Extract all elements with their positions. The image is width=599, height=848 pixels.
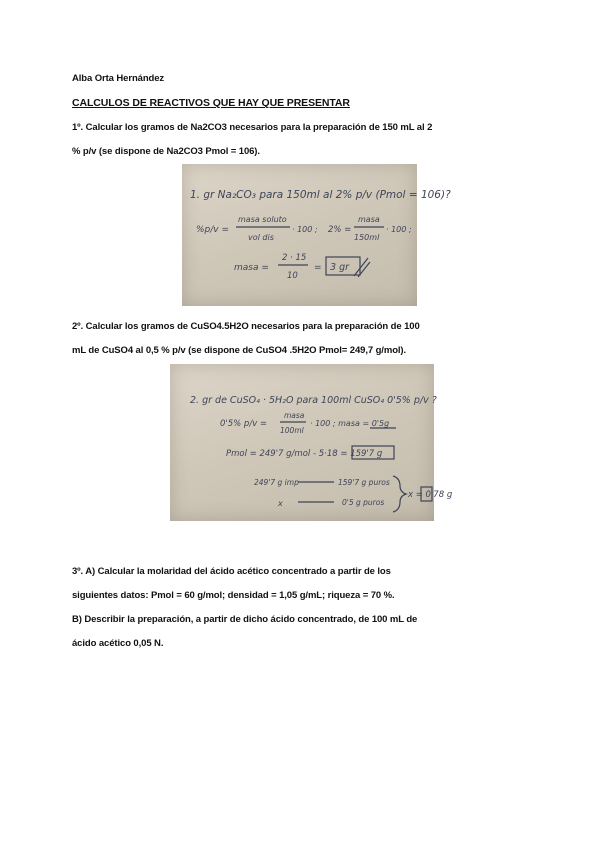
question-1-text: 1º. Calcular los gramos de Na2CO3 necesarios para la preparación de 150 mL al 2 [72, 122, 433, 133]
question-2-photo [170, 364, 453, 521]
hw-q2-x: x [278, 499, 283, 508]
hw-q1-percent-label: %p/v = [196, 225, 230, 235]
hw-q1-denominator2: 150ml [354, 233, 380, 242]
hw-q2-percent-label: 0'5% p/v = [220, 419, 268, 429]
author-name: Alba Orta Hernández [72, 73, 165, 84]
page-title: CALCULOS DE REACTIVOS QUE HAY QUE PRESENTAR [72, 97, 350, 109]
hw-q1-line1: 1. gr Na₂CO₃ para 150ml al 2% p/v (Pmol = 106)? [190, 189, 451, 201]
question-2-text: 2º. Calcular los gramos de CuSO4.5H2O necesarios para la preparación de 100 [72, 321, 420, 332]
question-1-photo [182, 164, 451, 306]
hw-q1-denominator3: 10 [287, 271, 298, 281]
question-3b-text: B) Describir la preparación, a partir de dicho ácido concentrado, de 100 mL de [72, 614, 418, 625]
hw-q1-denominator: vol dis [248, 233, 274, 242]
hw-q1-answer-scribble [354, 258, 370, 277]
hw-q2-denominator: 100ml [280, 426, 304, 435]
handwritten-solution-2 [170, 364, 453, 521]
hw-q2-line1: 2. gr de CuSO₄ · 5H₂O para 100ml CuSO₄ 0'5% p/v ? [190, 395, 437, 406]
handwritten-solution-1 [182, 164, 451, 306]
hw-q1-times100: · 100 ; [292, 225, 318, 234]
hw-q1-equals: = [314, 263, 322, 273]
question-3-text: 3º. A) Calcular la molaridad del ácido acético concentrado a partir de los [72, 566, 391, 577]
hw-q1-times100b: · 100 ; [386, 225, 412, 234]
hw-q1-numerator2: masa [358, 215, 380, 224]
hw-q1-answer: 3 gr [330, 262, 349, 273]
hw-q2-rest: · 100 ; masa = 0'5g [310, 419, 390, 428]
hw-q1-numerator3: 2 · 15 [282, 253, 307, 263]
hw-q2-numerator: masa [284, 411, 305, 420]
hw-q2-pmol: Pmol = 249'7 g/mol - 5·18 = 159'7 g [226, 449, 383, 459]
hw-q2-impure: 249'7 g imp [254, 478, 299, 487]
question-3-text-cont: siguientes datos: Pmol = 60 g/mol; densidad = 1,05 g/mL; riqueza = 70 %. [72, 590, 395, 601]
question-3b-text-cont: ácido acético 0,05 N. [72, 638, 164, 649]
hw-q2-brace [393, 476, 406, 512]
hw-q2-pure2: 0'5 g puros [342, 498, 385, 507]
hw-q1-masa-label: masa = [234, 263, 269, 273]
hw-q1-2percent: 2% = [328, 225, 352, 235]
question-2-text-cont: mL de CuSO4 al 0,5 % p/v (se dispone de CuSO4 .5H2O Pmol= 249,7 g/mol). [72, 345, 407, 356]
hw-q2-pure1: 159'7 g puros [338, 478, 390, 487]
question-1-text-cont: % p/v (se dispone de Na2CO3 Pmol = 106). [72, 146, 260, 157]
hw-q2-answer: x = 0'78 g [408, 490, 453, 500]
hw-q1-numerator: masa soluto [238, 215, 287, 224]
